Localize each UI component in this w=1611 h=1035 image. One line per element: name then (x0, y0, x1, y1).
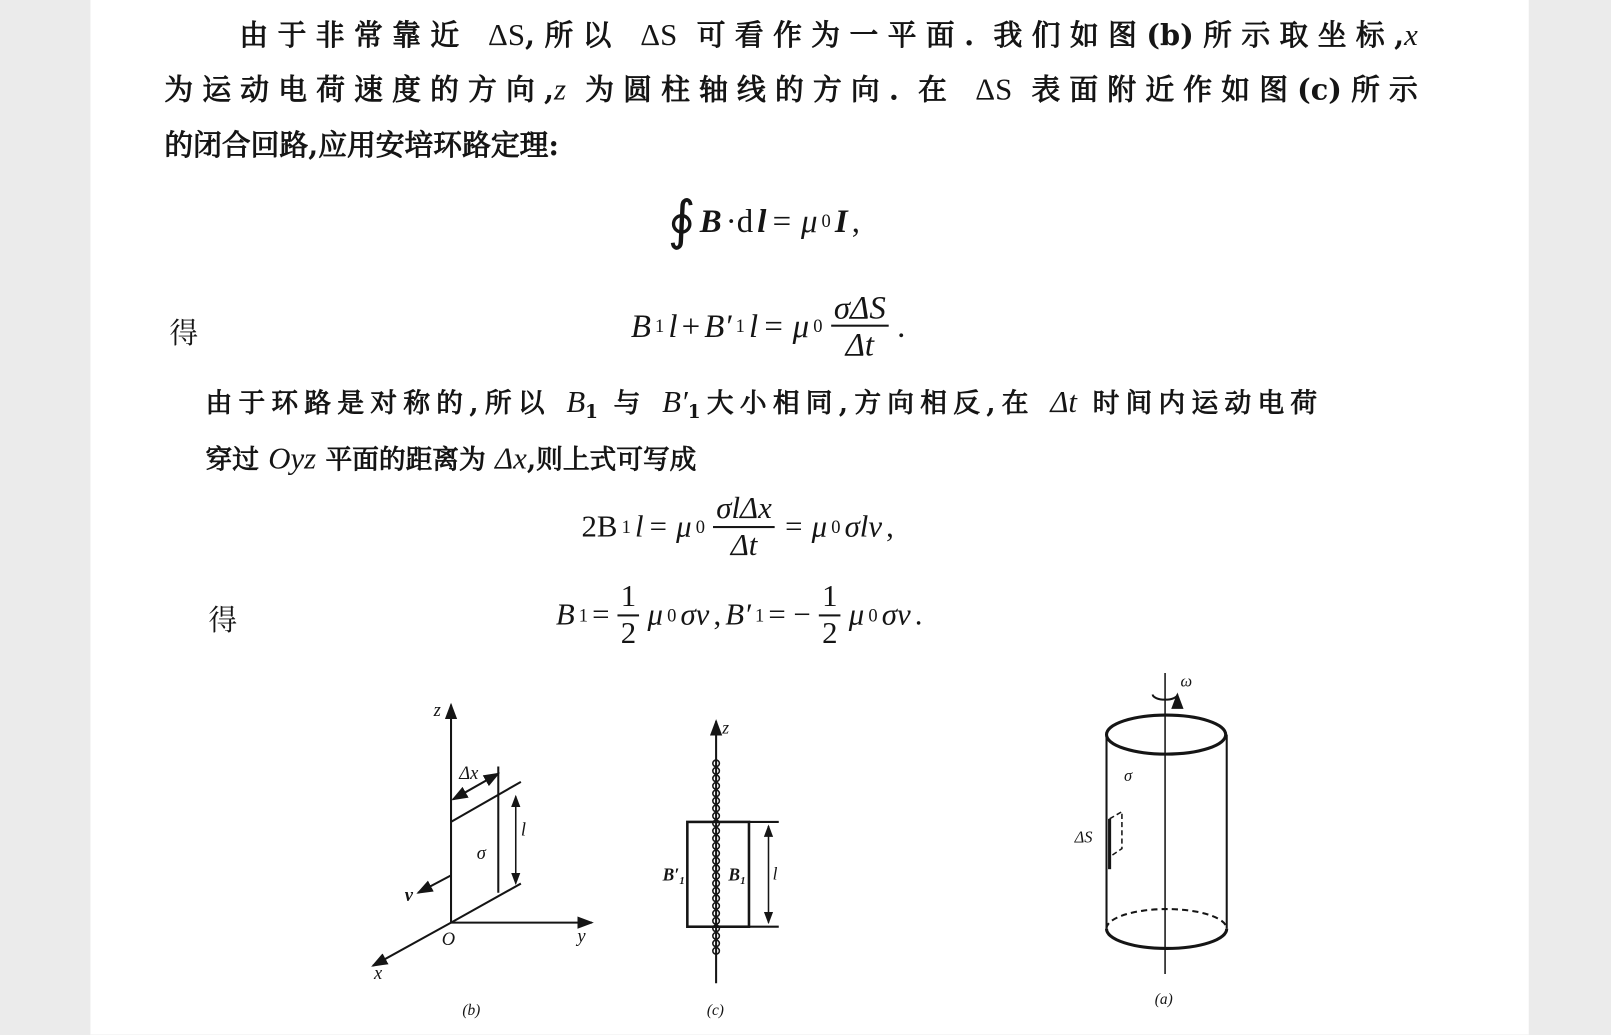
math: 1 (585, 401, 599, 424)
text: 平面的距离为 (316, 444, 496, 476)
math: , (886, 509, 894, 544)
text: 大小相同,方向相反,在 (700, 388, 1051, 420)
math: ·d (725, 201, 754, 239)
math: , (851, 201, 861, 239)
math: μ (848, 597, 865, 632)
caption-b: (b) (462, 1002, 481, 1020)
math: 0 (831, 516, 841, 537)
label-v: v (404, 885, 414, 906)
text: 穿过 (205, 444, 269, 476)
math: B (699, 201, 722, 239)
math: . (914, 597, 923, 632)
math-delta-s: ΔS (975, 72, 1013, 107)
math: 1 (687, 401, 701, 424)
label-l: l (520, 819, 527, 840)
numerator: σlΔx (713, 491, 775, 528)
plane-bottom (451, 884, 521, 923)
math: 1 (621, 516, 631, 537)
charge-circles (713, 760, 720, 954)
label-y: y (577, 926, 586, 947)
math: l (749, 306, 759, 344)
denominator: Δt (730, 528, 758, 562)
denominator: Δt (845, 325, 874, 363)
text: 时间内运动电荷 (1077, 388, 1318, 420)
label-sigma: σ (1123, 765, 1133, 785)
numerator: 1 (618, 579, 640, 616)
math: μ (647, 597, 663, 632)
caption-c: (c) (706, 1002, 724, 1020)
math: = − (768, 597, 811, 632)
label-delta-s: ΔS (1074, 827, 1093, 847)
text: 与 (598, 388, 663, 420)
math: B′ (725, 597, 751, 632)
math: 1 (655, 314, 665, 336)
math-x: x (1404, 18, 1418, 53)
math: B (630, 306, 651, 344)
math-delta-s: ΔS (488, 18, 526, 53)
text: ,所以 (525, 18, 641, 53)
text: 表面附近作如图(c)所示 (1012, 72, 1418, 107)
math: 0 (813, 314, 823, 336)
math: = (592, 597, 610, 632)
math: 0 (667, 604, 677, 626)
math: l (668, 306, 678, 344)
text: ,则上式可写成 (526, 444, 697, 476)
math-delta-s: ΔS (640, 18, 678, 53)
figure-c (687, 721, 778, 983)
cylinder-bottom-front (1107, 929, 1227, 949)
text: 由于环路是对称的,所以 (205, 388, 567, 420)
math: = μ (762, 306, 810, 344)
math-z: z (553, 72, 567, 107)
math: . (897, 306, 906, 344)
math: = μ (647, 509, 692, 544)
text: 为圆柱轴线的方向. 在 (566, 72, 976, 107)
label-delta-x: Δx (459, 762, 479, 783)
figure-a (1107, 673, 1227, 974)
numerator: 1 (819, 579, 841, 616)
math: B′ (704, 306, 732, 344)
label-x: x (373, 963, 383, 984)
math: = μ (783, 509, 828, 544)
math: 0 (695, 516, 705, 537)
math: , (713, 597, 722, 632)
label-origin: O (441, 929, 456, 950)
math: Δx (495, 441, 527, 476)
math: + (681, 306, 701, 344)
math: σv (680, 597, 710, 632)
denominator: 2 (620, 616, 637, 651)
contour-integral: ∮ (667, 192, 696, 251)
math: Δt (1050, 385, 1078, 420)
math: 1 (578, 604, 589, 626)
text: 由于非常靠近 (239, 18, 489, 53)
numerator: σΔS (831, 290, 889, 327)
figure-b (373, 705, 592, 966)
math: σv (881, 597, 911, 632)
math: B (566, 385, 586, 420)
label-sigma: σ (476, 842, 486, 863)
math: σlv (844, 509, 883, 544)
math: 0 (868, 604, 878, 626)
math: l (757, 201, 767, 239)
text: 为运动电荷速度的方向, (164, 72, 554, 107)
math: 0 (821, 210, 831, 231)
label-b1-prime: B′₁ (662, 864, 686, 885)
math: = μ (770, 201, 818, 239)
cylinder-bottom-back (1107, 909, 1227, 929)
plane-top (451, 782, 521, 822)
math: 1 (735, 314, 745, 336)
math: 2B (581, 509, 618, 544)
label-omega: ω (1180, 671, 1193, 691)
math: I (834, 201, 848, 239)
denominator: 2 (822, 616, 838, 651)
label-l: l (772, 863, 778, 884)
label-z: z (722, 717, 730, 738)
paragraph-1-line-3: 的闭合回路,应用安培环路定理: (164, 128, 560, 163)
velocity-arrow (418, 875, 451, 892)
label-z: z (433, 700, 441, 721)
label-de: 得 (208, 603, 238, 637)
math: l (634, 509, 644, 544)
surface-element (1110, 812, 1122, 857)
math: Oyz (268, 441, 317, 476)
caption-a: (a) (1154, 990, 1173, 1008)
math: 1 (754, 604, 765, 626)
x-axis (373, 923, 451, 966)
math: B (555, 597, 575, 632)
label-de: 得 (169, 316, 199, 351)
label-b1: B₁ (728, 864, 747, 885)
text: 可看作为一平面. 我们如图(b)所示取坐标, (677, 18, 1405, 53)
cylinder-top (1107, 715, 1226, 754)
math: B′ (662, 385, 688, 420)
